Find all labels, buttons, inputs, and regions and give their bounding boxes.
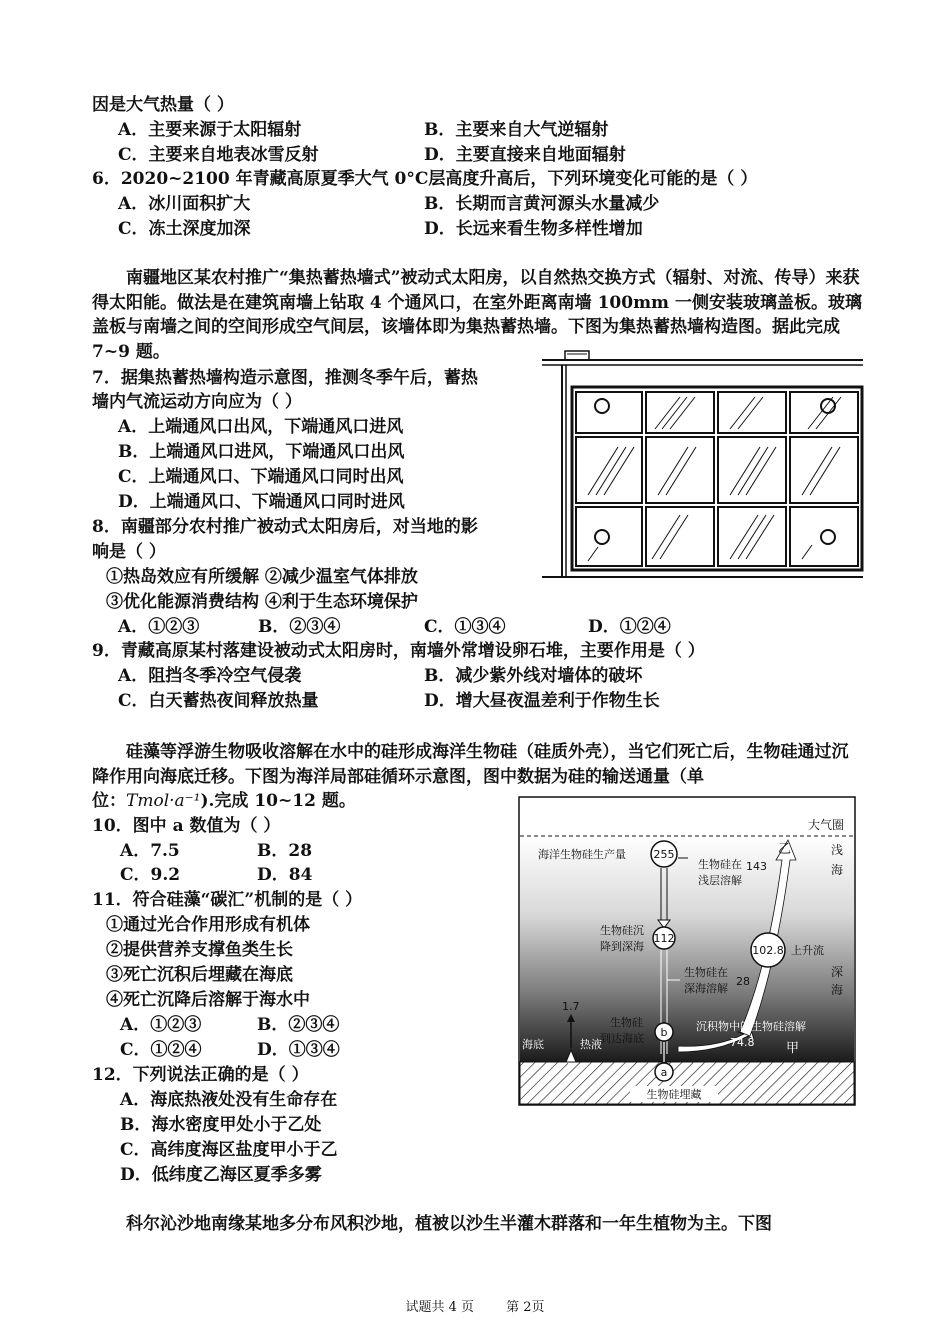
q9-option-c: C．白天蓄热夜间释放热量 <box>118 691 319 711</box>
label-shallow-dissolve-1: 生物硅在 <box>698 858 742 871</box>
thermal-storage-wall-figure <box>540 349 865 581</box>
q12-option-d: D．低纬度乙海区夏季多雾 <box>120 1165 322 1185</box>
q11-option-d: D．①③④ <box>257 1040 340 1060</box>
label-burial: 生物硅埋藏 <box>646 1088 702 1101</box>
footer-page-number: 第 2页 <box>506 1300 545 1315</box>
label-upwelling: 上升流 <box>791 944 824 957</box>
q5-stem-tail: 因是大气热量（ ） <box>92 95 234 115</box>
q7-stem-line2: 墙内气流运动方向应为（ ） <box>92 392 302 412</box>
q12-option-c: C．高纬度海区盐度甲小于乙 <box>120 1140 338 1160</box>
q9-option-a: A．阻挡冬季冷空气侵袭 <box>118 666 302 686</box>
q8-stem-line1: 8．南疆部分农村推广被动式太阳房后，对当地的影 <box>92 517 478 537</box>
label-atmosphere: 大气圈 <box>808 818 845 832</box>
label-shallow-sea-2: 海 <box>831 863 844 877</box>
q11-option-c: C．①②④ <box>120 1040 202 1060</box>
passage-silica-unit <box>92 790 356 812</box>
label-point-yi: 乙 <box>778 842 792 857</box>
q5-option-a: A．主要来源于太阳辐射 <box>118 120 302 140</box>
q10-option-d: D．84 <box>257 865 313 885</box>
q8-items-line2: ③优化能源消费结构 ④利于生态环境保护 <box>106 592 418 612</box>
q10-option-c: C．9.2 <box>120 865 181 885</box>
value-node-a: a <box>660 1066 668 1079</box>
q11-option-b: B．②③④ <box>257 1015 340 1035</box>
value-shallow-dissolve: 143 <box>746 860 767 873</box>
q11-item-4: ④死亡沉降后溶解于海水中 <box>106 990 310 1010</box>
page-footer <box>0 1296 950 1315</box>
unit-suffix: ).完成 10~12 题。 <box>200 791 356 811</box>
q7-option-a: A．上端通风口出风，下端通风口进风 <box>118 417 404 437</box>
passage-solar-house: 南疆地区某农村推广“集热蓄热墙式”被动式太阳房，以自然热交换方式（辐射、对流、传导）来获得太阳能。做法是在建筑南墙上钻取 4 个通风口，在室外距离南墙 100mm 一侧安装玻璃盖板。玻璃盖板与南墙之间的空间形成空气间层，该墙体即为集热蓄热墙。下图为集热蓄热墙构造图。据此完成 7~9 题。 <box>92 268 862 362</box>
q6-stem: 6．2020~2100 年青藏高原夏季大气 0°C层高度升高后，下列环境变化可能的是（ ） <box>92 169 758 189</box>
q7-option-c: C．上端通风口、下端通风口同时出风 <box>118 467 404 487</box>
q11-option-a: A．①②③ <box>120 1015 202 1035</box>
q6-option-d: D．长远来看生物多样性增加 <box>424 219 643 239</box>
q7-stem-line1: 7．据集热蓄热墙构造示意图，推测冬季午后，蓄热 <box>92 368 478 388</box>
value-deep-dissolve: 28 <box>736 975 750 988</box>
unit-prefix: 位： <box>92 791 126 811</box>
label-point-jia: 甲 <box>786 1041 800 1056</box>
q12-option-b: B．海水密度甲处小于乙处 <box>120 1115 322 1135</box>
q8-option-a: A．①②③ <box>118 617 200 637</box>
value-production: 255 <box>653 848 675 861</box>
label-sink-2: 降到深海 <box>600 940 644 953</box>
value-upwelling: 102.8 <box>752 944 784 957</box>
label-sediment-dissolve: 沉积物中的生物硅溶解 <box>696 1020 806 1033</box>
label-shallow-dissolve-2: 浅层溶解 <box>698 874 742 887</box>
label-production: 海洋生物硅生产量 <box>538 848 626 861</box>
silica-cycle-figure <box>518 796 856 1106</box>
q9-stem: 9．青藏高原某村落建设被动式太阳房时，南墙外常增设卵石堆，主要作用是（ ） <box>92 641 705 661</box>
q7-option-b: B．上端通风口进风，下端通风口出风 <box>118 442 405 462</box>
q11-item-3: ③死亡沉积后埋藏在海底 <box>106 965 293 985</box>
label-seafloor-reach-1: 生物硅 <box>610 1016 643 1029</box>
label-deep-sea-1: 深 <box>831 965 844 979</box>
q11-item-2: ②提供营养支撑鱼类生长 <box>106 940 293 960</box>
q10-option-a: A．7.5 <box>120 841 180 861</box>
q10-option-b: B．28 <box>257 841 313 861</box>
q11-item-1: ①通过光合作用形成有机体 <box>106 915 310 935</box>
q10-stem: 10．图中 a 数值为（ ） <box>92 816 281 836</box>
label-deep-dissolve-2: 深海溶解 <box>684 982 728 995</box>
passage-silica-cycle: 硅藻等浮游生物吸收溶解在水中的硅形成海洋生物硅（硅质外壳），当它们死亡后，生物硅通过沉降作用向海底迁移。下图为海洋局部硅循环示意图，图中数据为硅的输送通量（单 <box>92 742 849 787</box>
q12-option-a: A．海底热液处没有生命存在 <box>120 1090 338 1110</box>
q5-option-d: D．主要直接来自地面辐射 <box>424 145 626 165</box>
footer-total-pages: 试题共 4 页 <box>405 1300 474 1315</box>
q7-option-d: D．上端通风口、下端通风口同时进风 <box>118 492 405 512</box>
label-seafloor: 海底 <box>522 1038 544 1051</box>
value-sediment-dissolve: 74.8 <box>730 1036 755 1049</box>
value-node-b: b <box>660 1026 668 1039</box>
q6-option-a: A．冰川面积扩大 <box>118 194 251 214</box>
q5-option-b: B．主要来自大气逆辐射 <box>424 120 609 140</box>
q11-stem: 11．符合硅藻“碳汇”机制的是（ ） <box>92 890 363 910</box>
label-deep-sea-2: 海 <box>831 983 844 997</box>
label-deep-dissolve-1: 生物硅在 <box>684 966 728 979</box>
q8-option-d: D．①②④ <box>588 617 671 637</box>
value-hydrothermal: 1.7 <box>562 1000 580 1013</box>
q6-option-b: B．长期而言黄河源头水量减少 <box>424 194 660 214</box>
label-shallow-sea-1: 浅 <box>831 843 844 857</box>
q8-stem-line2: 响是（ ） <box>92 542 166 562</box>
q9-option-d: D．增大昼夜温差利于作物生长 <box>424 691 660 711</box>
passage-horqin-sandy-land: 科尔沁沙地南缘某地多分布风积沙地，植被以沙生半灌木群落和一年生植物为主。下图 <box>126 1214 772 1234</box>
label-seafloor-reach-2: 到达海底 <box>600 1032 644 1045</box>
q9-option-b: B．减少紫外线对墙体的破坏 <box>424 666 643 686</box>
unit-symbol: Tmol·a⁻¹ <box>126 791 201 811</box>
label-sink-1: 生物硅沉 <box>600 924 644 937</box>
q8-items-line1: ①热岛效应有所缓解 ②减少温室气体排放 <box>106 567 418 587</box>
q8-option-b: B．②③④ <box>258 617 341 637</box>
q5-option-c: C．主要来自地表冰雪反射 <box>118 145 319 165</box>
q8-option-c: C．①③④ <box>424 617 506 637</box>
q6-option-c: C．冻土深度加深 <box>118 219 251 239</box>
label-hydrothermal: 热液 <box>580 1038 602 1051</box>
q12-stem: 12．下列说法正确的是（ ） <box>92 1065 309 1085</box>
value-sink: 112 <box>653 932 675 945</box>
